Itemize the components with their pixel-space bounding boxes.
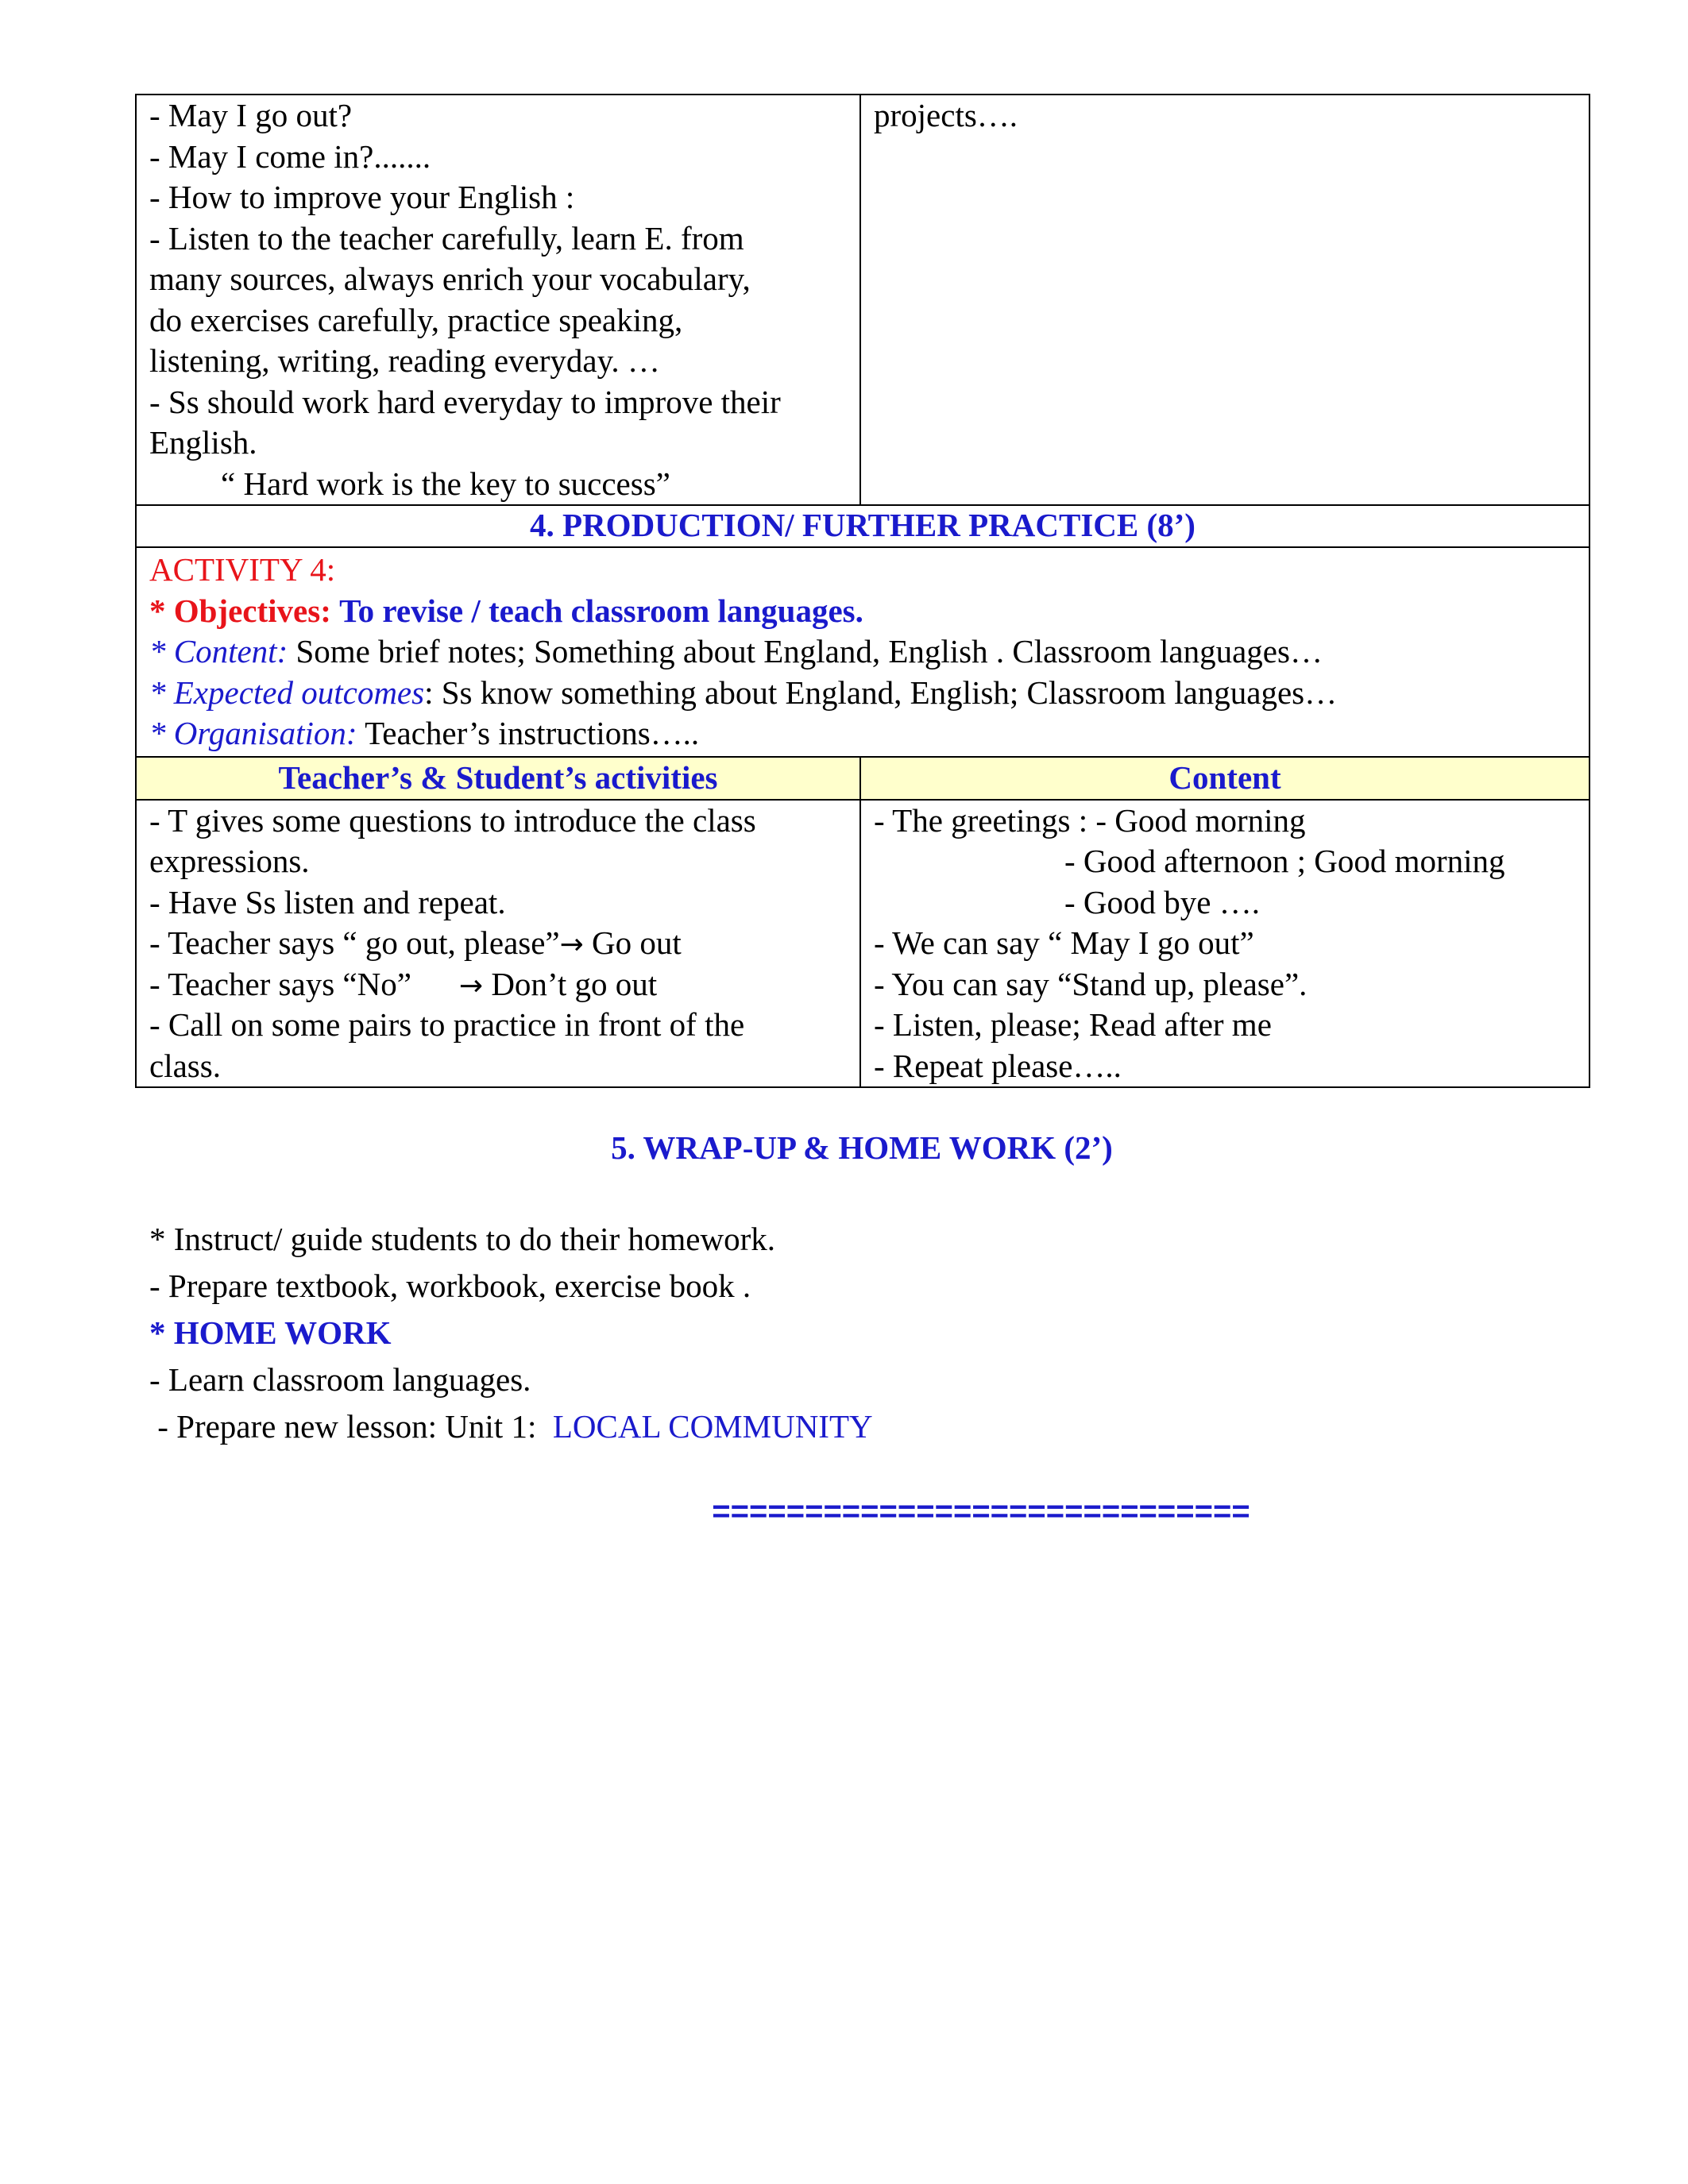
- text-line: - We can say “ May I go out”: [874, 924, 1254, 961]
- objectives-line: [149, 591, 1576, 632]
- text-line: - Good afternoon ; Good morning: [1064, 843, 1505, 879]
- outcomes-label: * Expected outcomes: [149, 673, 425, 711]
- activity-4-body-row: [136, 800, 1590, 1088]
- organisation-label: * Organisation:: [149, 715, 357, 751]
- end-divider: =============================: [712, 1494, 1250, 1529]
- activity-4-info: [136, 547, 1590, 757]
- content-cell: [860, 800, 1590, 1088]
- text-line: projects….: [874, 97, 1018, 133]
- text-fragment: - Teacher says “No”: [149, 965, 411, 1002]
- content-text: Some brief notes; Something about England, English . Classroom languages…: [295, 633, 1323, 669]
- text-line: - The greetings : - Good morning: [874, 801, 1306, 839]
- homework-label: * HOME WORK: [149, 1314, 392, 1351]
- text-line: do exercises carefully, practice speaking,: [149, 301, 683, 338]
- section-4-title-row: [136, 505, 1590, 547]
- text-line: expressions.: [149, 843, 310, 879]
- lesson-table: [135, 94, 1590, 1088]
- text-line: - Listen to the teacher carefully, learn E. from: [149, 219, 744, 257]
- activity-4-info-row: [136, 547, 1590, 757]
- text-fragment: Don’t go out: [491, 965, 658, 1002]
- column-header-activities: Teacher’s & Student’s activities: [136, 757, 860, 800]
- text-line: - May I go out?: [149, 97, 353, 133]
- text-line: - Have Ss listen and repeat.: [149, 883, 506, 920]
- outcomes-line: [149, 673, 1576, 714]
- prepare-new-prefix: - Prepare new lesson: Unit 1:: [149, 1408, 545, 1445]
- text-line: - How to improve your English :: [149, 179, 575, 215]
- quote-line: “ Hard work is the key to success”: [221, 465, 670, 502]
- unit-name: LOCAL COMMUNITY: [552, 1408, 873, 1445]
- section-4-title: 4. PRODUCTION/ FURTHER PRACTICE (8’): [136, 505, 1590, 547]
- continued-right-cell: [860, 95, 1590, 505]
- arrow-line-dont-go-out: [149, 964, 847, 1005]
- text-line: - Listen, please; Read after me: [874, 1006, 1272, 1043]
- instruct-line: * Instruct/ guide students to do their homework.: [149, 1221, 775, 1257]
- organisation-line: [149, 713, 1576, 754]
- objectives-label: * Objectives:: [149, 592, 331, 629]
- section-5-title: 5. WRAP-UP & HOME WORK (2’): [611, 1129, 1113, 1166]
- homework-block: [149, 1216, 1579, 1450]
- text-line: - T gives some questions to introduce the class: [149, 801, 756, 839]
- arrow-right-icon: →: [458, 969, 484, 1002]
- continued-left-cell: [136, 95, 860, 505]
- activity-label: ACTIVITY 4:: [149, 551, 336, 588]
- text-line: - Ss should work hard everyday to improve their: [149, 383, 781, 420]
- column-header-content: Content: [860, 757, 1590, 800]
- lesson-plan-page: [135, 94, 1589, 1529]
- prepare-new-line: [149, 1403, 1579, 1450]
- text-line: listening, writing, reading everyday. …: [149, 342, 660, 379]
- text-line: - You can say “Stand up, please”.: [874, 965, 1308, 1002]
- activities-cell: [136, 800, 860, 1088]
- objectives-text: To revise / teach classroom languages.: [339, 592, 863, 629]
- learn-line: - Learn classroom languages.: [149, 1361, 531, 1398]
- content-line: [149, 631, 1576, 673]
- prepare-line: - Prepare textbook, workbook, exercise book .: [149, 1268, 751, 1304]
- outcomes-text: : Ss know something about England, English; Classroom languages…: [424, 673, 1338, 711]
- text-line: - Good bye ….: [1064, 883, 1260, 920]
- organisation-text: Teacher’s instructions…..: [365, 715, 700, 751]
- text-line: - May I come in?.......: [149, 137, 431, 175]
- text-fragment: Go out: [592, 924, 682, 961]
- text-line: English.: [149, 424, 257, 461]
- text-line: - Repeat please…..: [874, 1047, 1122, 1084]
- text-fragment: - Teacher says “ go out, please”: [149, 924, 560, 961]
- text-line: many sources, always enrich your vocabulary,: [149, 260, 751, 297]
- text-line: - Call on some pairs to practice in front of the: [149, 1006, 745, 1043]
- arrow-right-icon: →: [559, 928, 584, 961]
- continued-activity-row: [136, 95, 1590, 505]
- column-header-row: [136, 757, 1590, 800]
- content-label: * Content:: [149, 633, 288, 669]
- arrow-line-go-out: [149, 923, 847, 964]
- text-line: class.: [149, 1047, 221, 1084]
